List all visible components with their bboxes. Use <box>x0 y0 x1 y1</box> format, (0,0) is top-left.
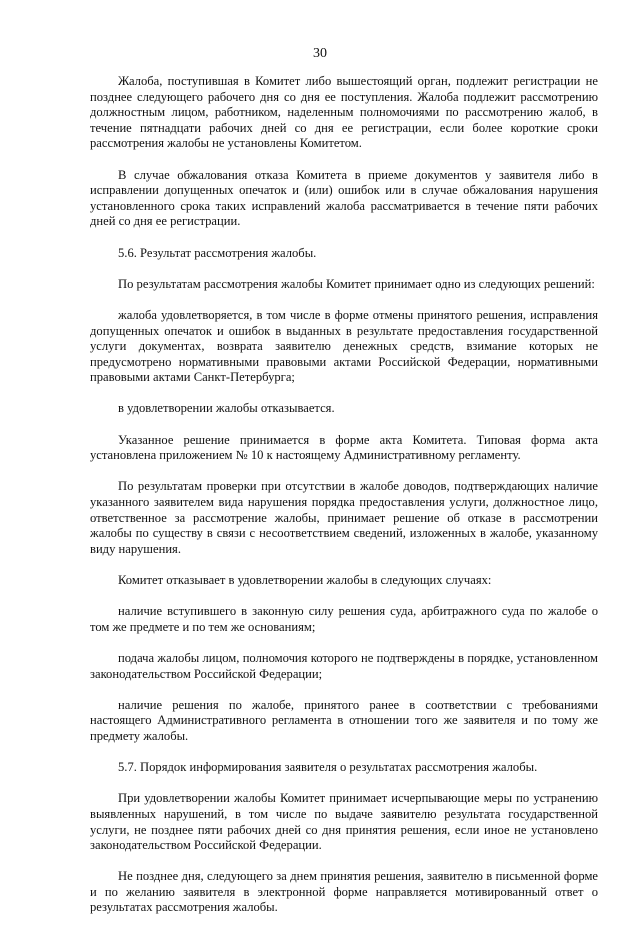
paragraph-decision-form: Указанное решение принимается в форме акта Комитета. Типовая форма акта установлена приложением № 10 к настоящему Административному регламенту. <box>90 432 598 463</box>
section-heading-5-6: 5.6. Результат рассмотрения жалобы. <box>118 245 317 260</box>
paragraph-decision-options-intro: По результатам рассмотрения жалобы Комитет принимает одно из следующих решений: <box>118 276 595 291</box>
page-number: 30 <box>313 46 327 61</box>
paragraph-remedy-measures: При удовлетворении жалобы Комитет принимает исчерпывающие меры по устранению выявленных нарушений, в том числе по выдаче заявителю результата государственной услуги, не позднее пяти рабочих дней со дня принятия решения, если иное не установлено законодательством Российской Федерации. <box>90 791 598 853</box>
list-item-complaint-satisfied: жалоба удовлетворяется, в том числе в форме отмены принятого решения, исправления допущенных опечаток и ошибок в выданных в результате предоставления государственной услуги документах, возврата заявителю денежных средств, взимание которых не предусмотрено нормативными правовыми актами Российской Федерации, нормативными правовыми актами Санкт-Петербурга; <box>90 307 598 385</box>
list-item-complaint-rejected: в удовлетворении жалобы отказывается. <box>118 401 335 416</box>
paragraph-refusal-on-merits: По результатам проверки при отсутствии в жалобе доводов, подтверждающих наличие указанного заявителем вида нарушения порядка предоставления услуги, должностное лицо, ответственное за рассмотрение жалобы, принимает решение об отказе в рассмотрении жалобы по существу в связи с несоответствием сведений, изложенных в жалобе, указанному виду нарушения. <box>90 479 598 556</box>
list-item-unconfirmed-authority: подача жалобы лицом, полномочия которого не подтверждены в порядке, установленном законодательством Российской Федерации; <box>90 650 598 681</box>
paragraph-complaint-registration: Жалоба, поступившая в Комитет либо вышестоящий орган, подлежит регистрации не позднее следующего рабочего дня со дня ее поступления. Жалоба подлежит рассмотрению должностным лицом, работником, наделенным полномочиями по рассмотрению жалоб, в течение пятнадцати рабочих дней со дня ее регистрации, если более короткие сроки рассмотрения жалобы не установлены Комитетом. <box>90 74 598 151</box>
document-body <box>90 74 598 932</box>
paragraph-reasoned-response: Не позднее дня, следующего за днем принятия решения, заявителю в письменной форме и по желанию заявителя в электронной форме направляется мотивированный ответ о результатах рассмотрения жалобы. <box>90 869 598 915</box>
paragraph-refusal-cases-intro: Комитет отказывает в удовлетворении жалобы в следующих случаях: <box>118 573 492 587</box>
list-item-court-decision: наличие вступившего в законную силу решения суда, арбитражного суда по жалобе о том же предмете и по тем же основаниям; <box>90 604 598 634</box>
paragraph-refusal-appeal-term: В случае обжалования отказа Комитета в приеме документов у заявителя либо в исправлении допущенных опечаток и (или) ошибок или в случае обжалования нарушения установленного срока таких исправлений жалоба рассматривается в течение пяти рабочих дней со дня ее регистрации. <box>90 167 598 229</box>
list-item-prior-decision: наличие решения по жалобе, принятого ранее в соответствии с требованиями настоящего Административного регламента в отношении того же заявителя и по тому же предмету жалобы. <box>90 697 598 743</box>
section-heading-5-7: 5.7. Порядок информирования заявителя о результатах рассмотрения жалобы. <box>118 760 538 775</box>
